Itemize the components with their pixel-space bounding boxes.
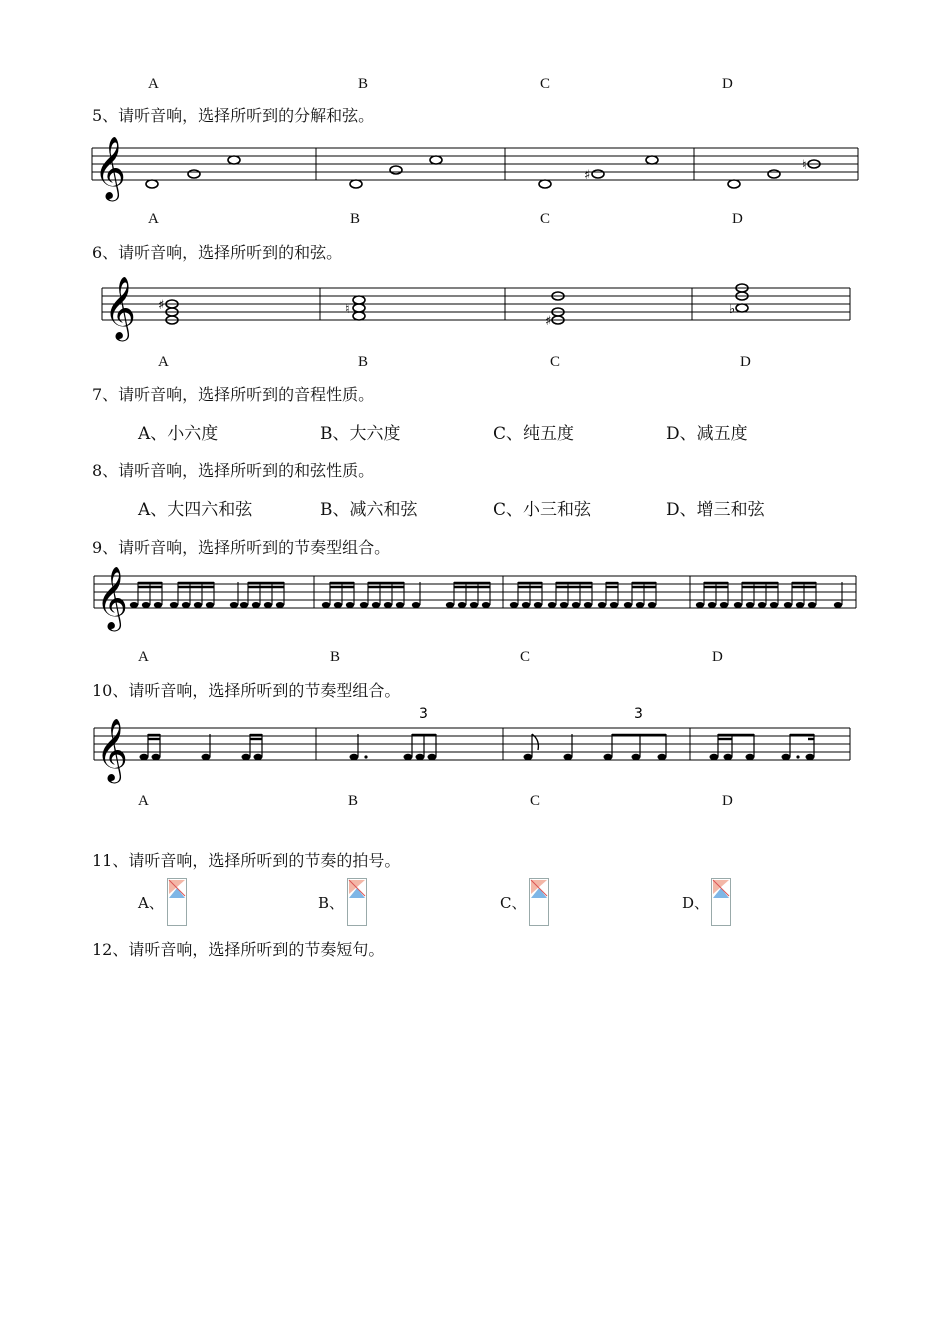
q5-label-b: B — [350, 211, 361, 227]
q7-option-b[interactable]: B、大六度 — [320, 424, 401, 444]
q11-option-b[interactable]: B、 — [318, 894, 345, 912]
q9-label-d: D — [712, 649, 723, 665]
q11-option-d[interactable]: D、 — [682, 894, 710, 912]
svg-text:♯: ♯ — [584, 168, 591, 183]
treble-clef-icon: 𝄞 — [104, 276, 136, 339]
staff-q6 — [102, 266, 862, 346]
q10-label-c: C — [530, 793, 541, 809]
staff-q5 — [92, 128, 862, 208]
svg-text:♮: ♮ — [345, 302, 350, 317]
q9-label-a: A — [138, 649, 149, 665]
q6-label-b: B — [358, 354, 369, 370]
question-12: 12、请听音响，选择所听到的节奏短句。 — [92, 940, 385, 959]
q11-option-a[interactable]: A、 — [138, 894, 164, 912]
svg-text:♯: ♯ — [545, 314, 552, 329]
q10-label-a: A — [138, 793, 149, 809]
q10-label-b: B — [348, 793, 359, 809]
q6-label-a: A — [158, 354, 169, 370]
q7-option-a[interactable]: A、小六度 — [138, 424, 219, 444]
question-8: 8、请听音响，选择所听到的和弦性质。 — [92, 461, 375, 480]
time-signature-image-icon[interactable] — [347, 878, 367, 926]
time-signature-image-icon[interactable] — [529, 878, 549, 926]
top-label-b: B — [358, 76, 369, 92]
q8-option-b[interactable]: B、减六和弦 — [320, 500, 418, 520]
top-label-a: A — [148, 76, 159, 92]
question-9: 9、请听音响，选择所听到的节奏型组合。 — [92, 538, 391, 557]
q8-option-a[interactable]: A、大四六和弦 — [138, 500, 253, 520]
q7-option-d[interactable]: D、减五度 — [666, 424, 748, 444]
q10-label-d: D — [722, 793, 733, 809]
q7-option-c[interactable]: C、纯五度 — [493, 424, 575, 444]
question-11: 11、请听音响，选择所听到的节奏的拍号。 — [92, 851, 401, 870]
time-signature-image-icon[interactable] — [711, 878, 731, 926]
question-7: 7、请听音响，选择所听到的音程性质。 — [92, 385, 375, 404]
question-10: 10、请听音响，选择所听到的节奏型组合。 — [92, 681, 401, 700]
time-signature-image-icon[interactable] — [167, 878, 187, 926]
q9-label-b: B — [330, 649, 341, 665]
svg-text:♭: ♭ — [729, 302, 736, 317]
q5-label-a: A — [148, 211, 159, 227]
top-label-d: D — [722, 76, 733, 92]
q6-label-c: C — [550, 354, 561, 370]
q5-label-d: D — [732, 211, 743, 227]
q8-option-d[interactable]: D、增三和弦 — [666, 500, 765, 520]
staff-q10 — [94, 700, 864, 790]
q8-option-c[interactable]: C、小三和弦 — [493, 500, 592, 520]
treble-clef-icon: 𝄞 — [96, 566, 128, 629]
svg-text:♮: ♮ — [802, 158, 807, 173]
triplet-mark-c: 3 — [634, 706, 643, 722]
top-label-c: C — [540, 76, 551, 92]
question-5: 5、请听音响，选择所听到的分解和弦。 — [92, 106, 375, 125]
q9-label-c: C — [520, 649, 531, 665]
question-6: 6、请听音响，选择所听到的和弦。 — [92, 243, 343, 262]
q11-option-c[interactable]: C、 — [500, 894, 527, 912]
q5-label-c: C — [540, 211, 551, 227]
q6-label-d: D — [740, 354, 751, 370]
treble-clef-icon: 𝄞 — [94, 136, 126, 199]
triplet-mark-b: 3 — [419, 706, 428, 722]
treble-clef-icon: 𝄞 — [96, 718, 128, 781]
svg-text:♯: ♯ — [158, 298, 165, 313]
staff-q9 — [94, 562, 864, 642]
